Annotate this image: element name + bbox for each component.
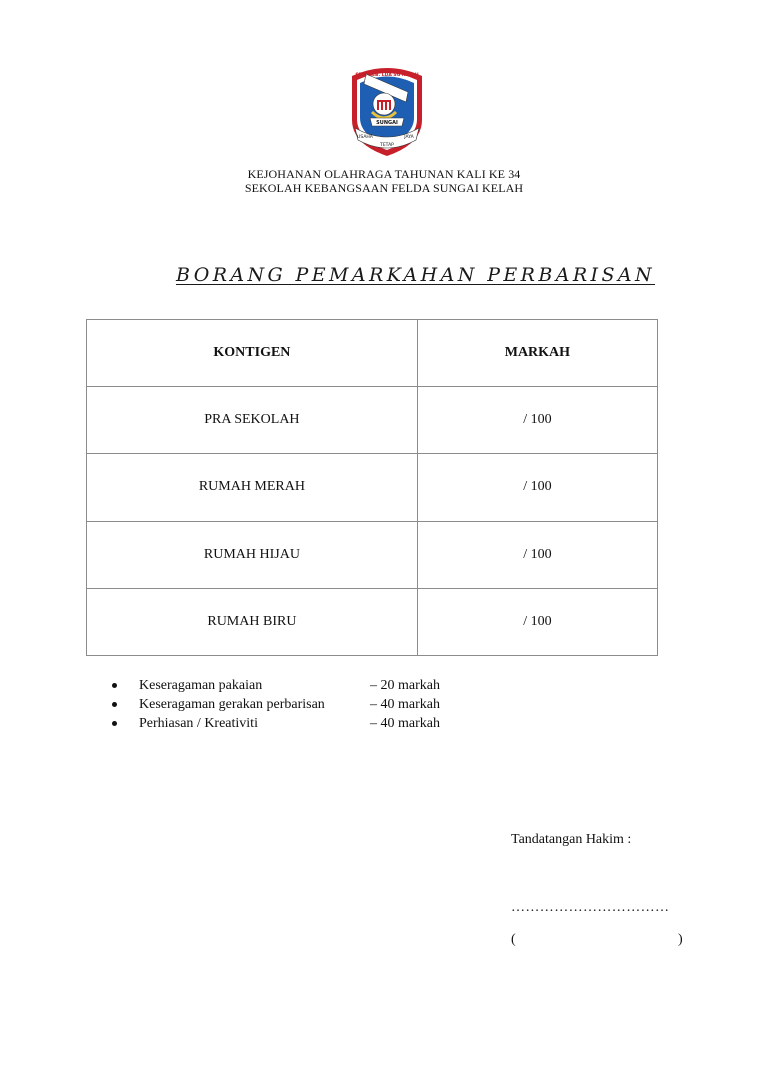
logo-banner-top: SEK. KEB. LDA SG KELAH [355, 73, 419, 78]
criteria-label: Keseragaman pakaian [139, 678, 263, 693]
criteria-value: – 40 markah [370, 697, 440, 712]
table-row [87, 454, 658, 521]
signature-label: Tandatangan Hakim : [511, 832, 632, 847]
table-row [87, 387, 658, 454]
bullet-icon [112, 683, 117, 688]
header-line-2: SEKOLAH KEBANGSAAN FELDA SUNGAI KELAH [244, 181, 524, 195]
contingent-name: RUMAH HIJAU [87, 521, 418, 588]
table-row [87, 588, 658, 655]
criteria-value: – 20 markah [370, 678, 440, 693]
header-line-1: KEJOHANAN OLAHRAGA TAHUNAN KALI KE 34 [247, 167, 521, 181]
marks-cell[interactable]: / 100 [417, 588, 657, 655]
logo-motto-center: TETAP [380, 143, 394, 148]
logo-motto-right: JAYA [404, 135, 414, 140]
header-contingent: KONTIGEN [87, 320, 418, 387]
contingent-name: PRA SEKOLAH [87, 387, 418, 454]
marks-cell[interactable]: / 100 [417, 454, 657, 521]
signature-line[interactable]: …………………………… [511, 900, 670, 915]
marks-cell[interactable]: / 100 [417, 387, 657, 454]
contingent-name: RUMAH BIRU [87, 588, 418, 655]
name-close-paren: ) [678, 932, 683, 947]
marks-table [86, 319, 658, 656]
criteria-value: – 40 markah [370, 716, 440, 731]
form-title: BORANG PEMARKAHAN PERBARISAN [176, 264, 656, 286]
bullet-icon [112, 702, 117, 707]
table-row [87, 521, 658, 588]
school-crest-logo [346, 62, 428, 158]
criteria-label: Perhiasan / Kreativiti [139, 716, 258, 731]
table-header-row [87, 320, 658, 387]
bullet-icon [112, 721, 117, 726]
contingent-name: RUMAH MERAH [87, 454, 418, 521]
name-open-paren: ( [511, 932, 516, 947]
header-marks: MARKAH [417, 320, 657, 387]
criteria-label: Keseragaman gerakan perbarisan [139, 697, 325, 712]
marks-cell[interactable]: / 100 [417, 521, 657, 588]
logo-banner-mid: SUNGAI [376, 120, 398, 126]
logo-motto-left: USAHA [357, 135, 373, 140]
